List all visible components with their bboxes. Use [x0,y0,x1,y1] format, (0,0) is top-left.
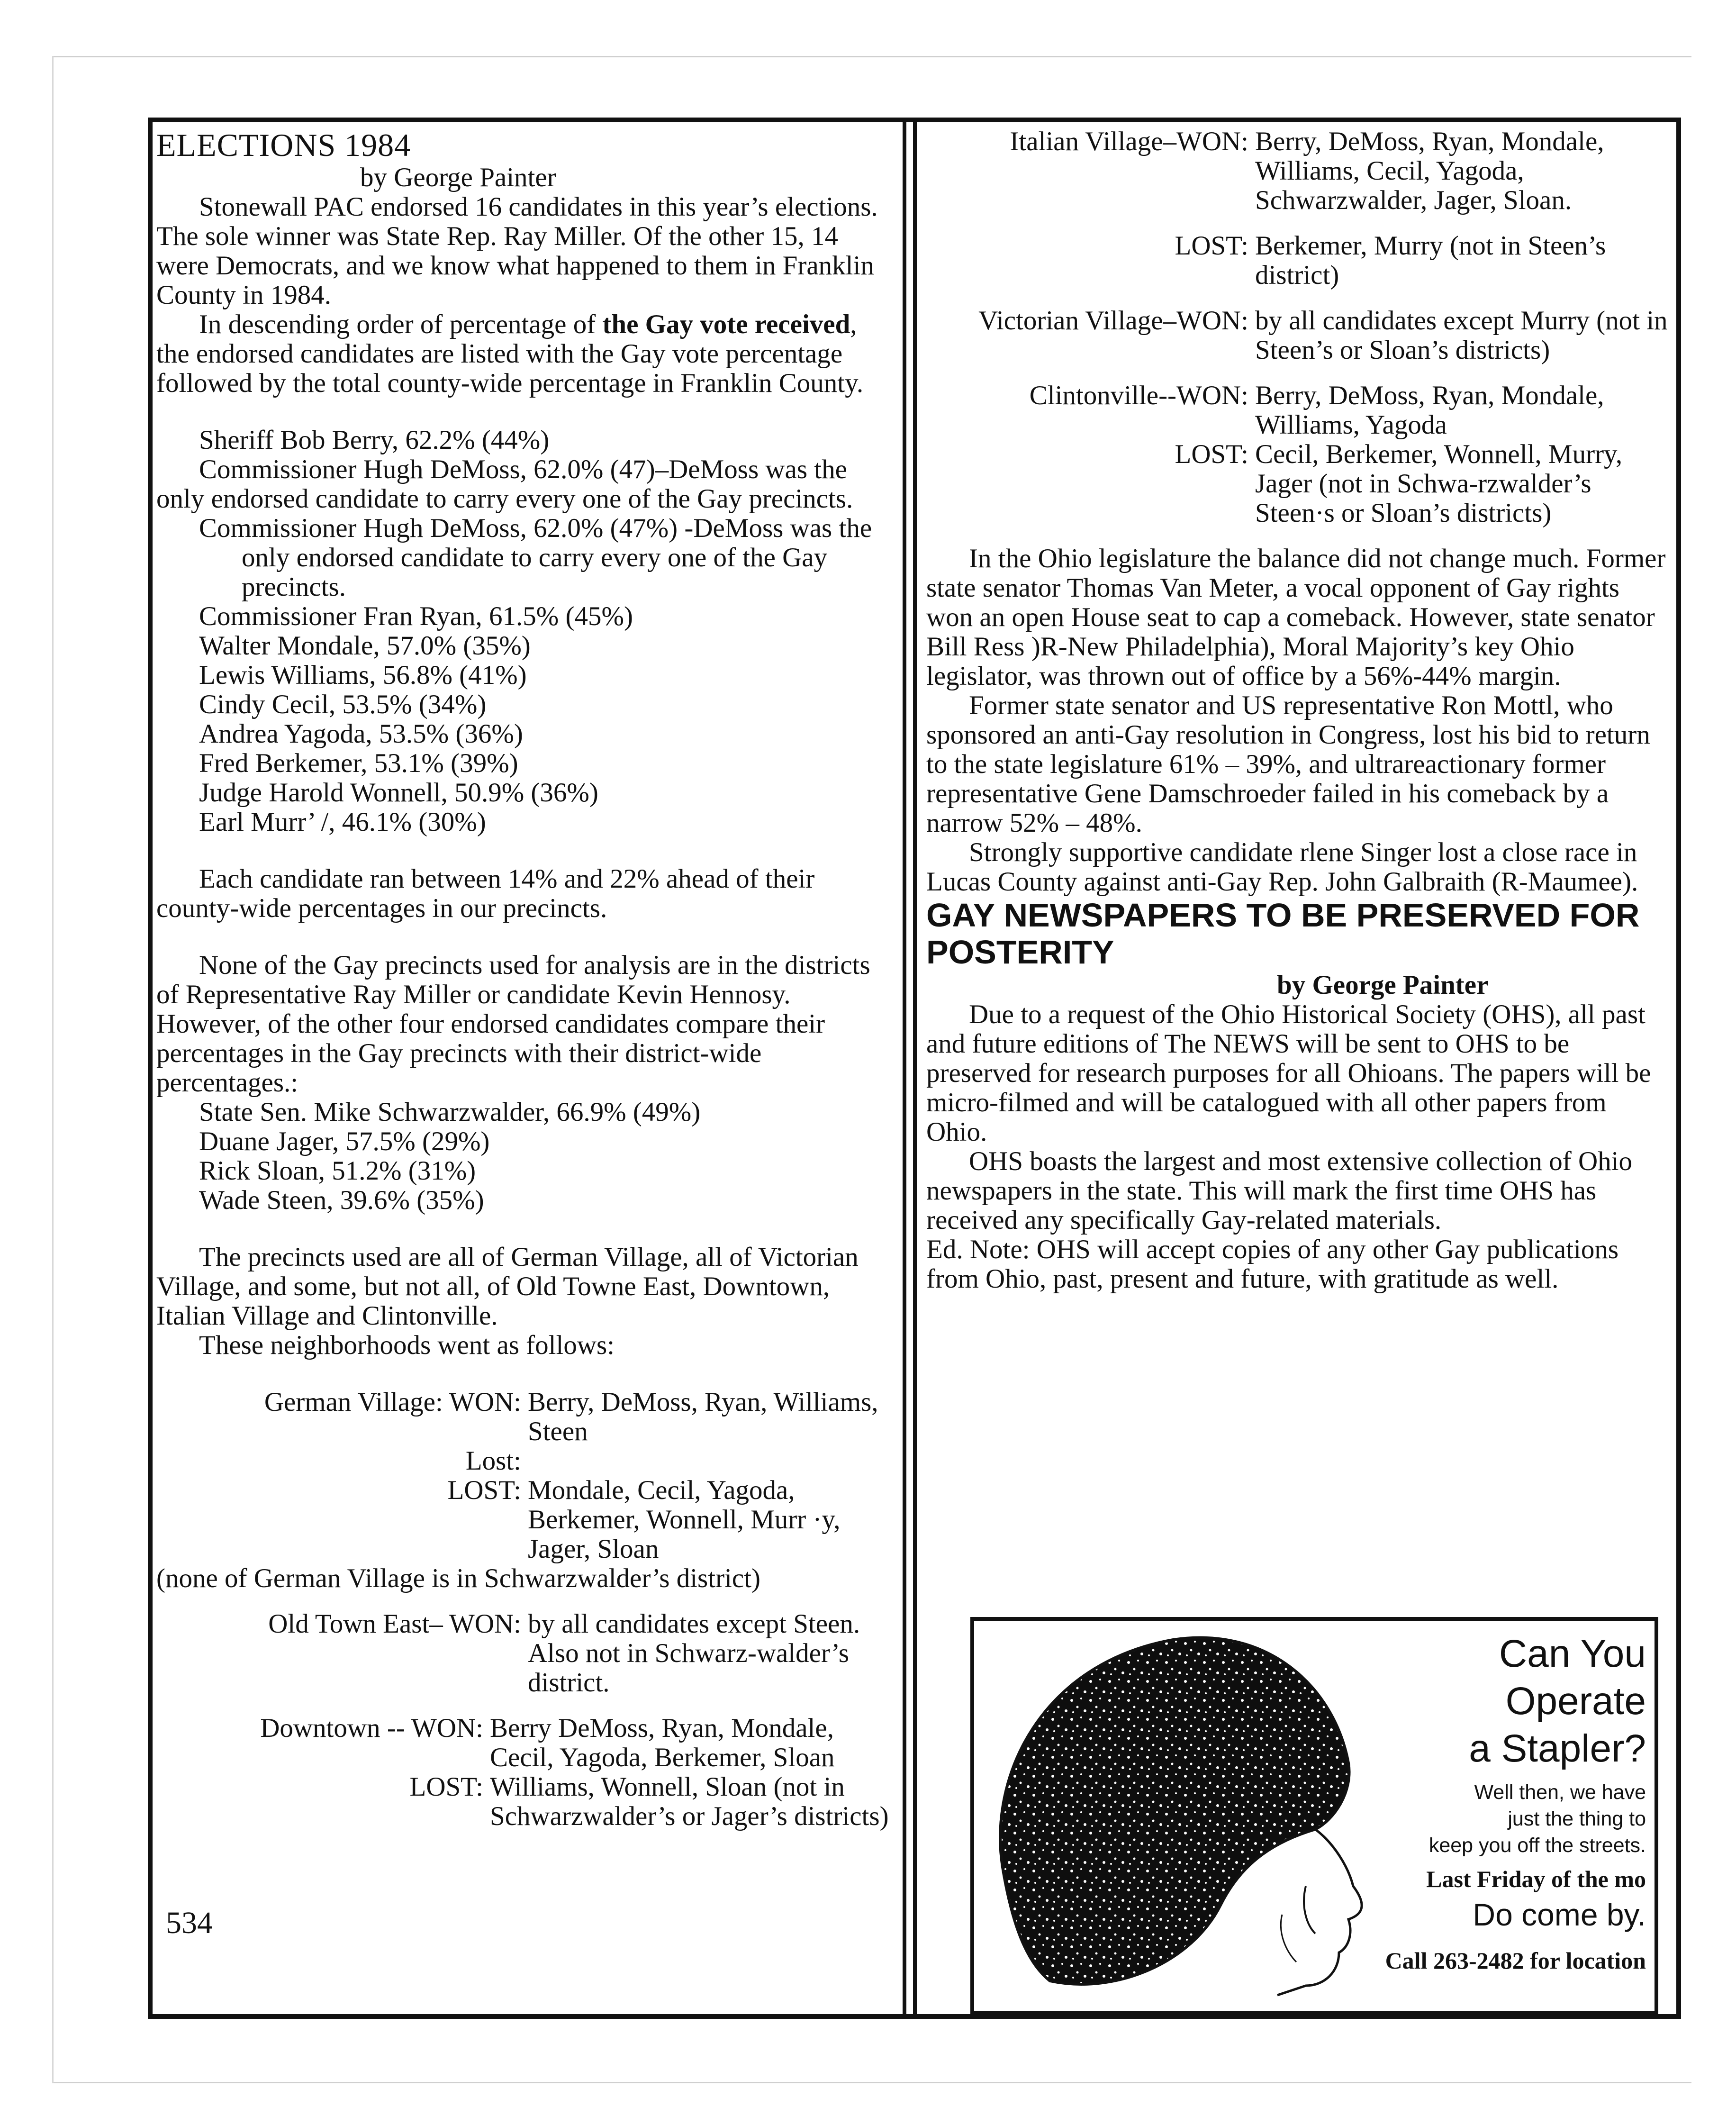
candidate-item: Andrea Yagoda, 53.5% (36%) [199,719,523,749]
precincts-paragraph: The precincts used are all of German Village, all of Victorian Village, and some, but not all, of Old Towne East, Downtown, Italian Village and Clintonville. [156,1242,859,1331]
italian-village-lost [926,231,1673,290]
clintonville-lost-label: LOST: [1175,439,1248,469]
district-item: Wade Steen, 39.6% (35%) [199,1185,484,1215]
article-byline: by George Painter [360,163,556,192]
candidate-commissioner-a: Commissioner Hugh DeMoss, 62.0% (47)–DeMoss was the only endorsed candidate to carry every one of the Gay precincts. [156,454,853,514]
ad-come-by-line: Do come by. [1473,1897,1646,1932]
clintonville-label: Clintonville--WON: [1029,381,1248,410]
editor-note: Ed. Note: OHS will accept copies of any other Gay publications from Ohio, past, present and future, with gratitude as well. [926,1235,1619,1294]
old-town-east-won-list: by all candidates except Steen. Also not in Schwarz-walder’s district. [528,1609,860,1698]
neighborhoods-intro: These neighborhoods went as follows: [199,1330,615,1360]
clintonville-won [926,381,1673,440]
stapler-advertisement [970,1617,1658,2015]
victorian-village-label: Victorian Village–WON: [978,306,1248,336]
italian-village-lost-label: LOST: [1175,231,1248,261]
ahead-paragraph: Each candidate ran between 14% and 22% ahead of their county-wide percentages in our precincts. [156,864,815,923]
italian-village-lost-list: Berkemer, Murry (not in Steen’s district) [1255,231,1606,290]
german-village-note: (none of German Village is in Schwarzwalder’s district) [156,1563,761,1593]
candidate-item: Fred Berkemer, 53.1% (39%) [199,748,518,778]
scan-edge-left [52,56,54,2083]
italian-village-label: Italian Village–WON: [1010,127,1248,156]
clintonville-lost-list: Cecil, Berkemer, Wonnell, Murry, Jager (not in Schwa-rzwalder’s Steen·s or Sloan’s districts) [1255,439,1623,528]
ohs-request-paragraph: Due to a request of the Ohio Historical Society (OHS), all past and future editions of The NEWS will be sent to OHS to be preserved for research purposes for all Ohioans. The papers will be micro-filmed and will be catalogued with all other papers from Ohio. [926,999,1651,1147]
victorian-village-won-list: by all candidates except Murry (not in Steen’s or Sloan’s districts) [1255,306,1668,365]
singer-paragraph: Strongly supportive candidate rlene Singer lost a close race in Lucas County against anti-Gay Rep. John Galbraith (R-Maumee). [926,837,1638,897]
clintonville-won-list: Berry, DeMoss, Ryan, Mondale, Williams, Yagoda [1255,381,1604,440]
ad-headline-line: Can You [1499,1632,1646,1675]
ad-headline-line: Operate [1505,1680,1646,1723]
ad-small-line: keep you off the streets. [1429,1834,1646,1857]
method-text-bold: the Gay vote received [602,309,850,339]
district-item: Rick Sloan, 51.2% (31%) [199,1156,476,1186]
ad-headline-line: a Stapler? [1469,1727,1646,1770]
scan-edge-top [52,56,1691,57]
mottl-paragraph: Former state senator and US representative Ron Mottl, who sponsored an anti-Gay resolution in Congress, lost his bid to return to the state legislature 61% – 39%, and ultrareactionary former representative Gene Damschroeder failed in his comeback by a narrow 52% – 48%. [926,690,1650,838]
downtown-lost [156,1772,895,1831]
legislature-paragraph: In the Ohio legislature the balance did not change much. Former state senator Thomas Van Meter, a vocal opponent of Gay rights won an open House seat to cap a comeback. However, state senator Bill Ress )R-New Philadelphia), Moral Majority’s key Ohio legislator, was thrown out of office by a 56%-44% margin. [926,544,1666,691]
german-village-label: German Village: WON: [264,1387,521,1417]
ad-when-line: Last Friday of the mo [1426,1866,1646,1892]
candidate-commissioner-b: Commissioner Hugh DeMoss, 62.0% (47%) -DeMoss was the only endorsed candidate to carry every one of the Gay precincts. [199,513,872,602]
german-village-won-list: Berry, DeMoss, Ryan, Williams, Steen [528,1387,878,1446]
left-column [156,127,895,1831]
newspapers-byline: by George Painter [1277,970,1489,1000]
district-item: State Sen. Mike Schwarzwalder, 66.9% (49%) [199,1097,701,1127]
district-paragraph: None of the Gay precincts used for analysis are in the districts of Representative Ray Miller or candidate Kevin Hennosy. However, of the other four endorsed candidates compare their percentages in the Gay precincts with their district-wide percentages.: [156,950,870,1098]
right-column [926,127,1673,1294]
candidate-item: Earl Murr’ /, 46.1% (30%) [199,807,486,837]
newspapers-headline: GAY NEWSPAPERS TO BE PRESERVED FOR POSTERITY [926,897,1640,971]
downtown-lost-label: LOST: [409,1772,483,1802]
german-village-lost-blank-label: Lost: [465,1446,521,1476]
downtown-won [156,1714,895,1772]
method-text-b: , the endorsed candidates are listed with the Gay vote percentage followed by the total county-wide percentage in Franklin County. [156,309,864,398]
method-text-a: In descending order of percentage of [199,309,603,339]
ohs-collection-paragraph: OHS boasts the largest and most extensive collection of Ohio newspapers in the state. This will mark the first time OHS has received any specifically Gay-related materials. [926,1146,1632,1235]
victorian-village-won [926,306,1673,365]
article-title: ELECTIONS 1984 [156,127,411,163]
german-village-lost-list: Mondale, Cecil, Yagoda, Berkemer, Wonnell, Murr ·y, Jager, Sloan [528,1475,841,1564]
candidate-sheriff: Sheriff Bob Berry, 62.2% (44%) [199,425,550,455]
ad-call-line: Call 263-2482 for location [1385,1947,1646,1974]
italian-village-won [926,127,1673,215]
downtown-label: Downtown -- WON: [260,1713,483,1743]
old-town-east-label: Old Town East– WON: [268,1609,521,1639]
candidate-item: Judge Harold Wonnell, 50.9% (36%) [199,778,598,808]
downtown-lost-list: Williams, Wonnell, Sloan (not in Schwarzwalder’s or Jager’s districts) [490,1772,889,1831]
german-village-lost-blank [156,1446,895,1476]
ad-text-block [1314,1630,1646,1977]
column-divider [903,118,917,2019]
page-number: 534 [166,1906,213,1940]
clintonville-lost [926,440,1673,528]
downtown-won-list: Berry DeMoss, Ryan, Mondale, Cecil, Yagoda, Berkemer, Sloan [490,1713,835,1772]
old-town-east-won [156,1609,895,1698]
district-item: Duane Jager, 57.5% (29%) [199,1126,490,1156]
german-village-lost-label: LOST: [447,1475,521,1505]
intro-paragraph: Stonewall PAC endorsed 16 candidates in this year’s elections. The sole winner was State Rep. Ray Miller. Of the other 15, 14 were Democrats, and we know what happened to them in Franklin County in 1984. [156,192,878,310]
german-village-won [156,1388,895,1446]
italian-village-won-list: Berry, DeMoss, Ryan, Mondale, Williams, Cecil, Yagoda, Schwarzwalder, Jager, Sloan. [1255,127,1604,215]
candidate-item: Commissioner Fran Ryan, 61.5% (45%) [199,601,633,631]
scan-edge-bottom [52,2082,1691,2083]
candidate-item: Lewis Williams, 56.8% (41%) [199,660,527,690]
german-village-lost [156,1476,895,1564]
candidate-item: Walter Mondale, 57.0% (35%) [199,631,531,661]
ad-small-line: just the thing to [1508,1807,1646,1830]
candidate-item: Cindy Cecil, 53.5% (34%) [199,690,487,719]
ad-small-line: Well then, we have [1474,1781,1646,1804]
method-paragraph [156,310,895,398]
